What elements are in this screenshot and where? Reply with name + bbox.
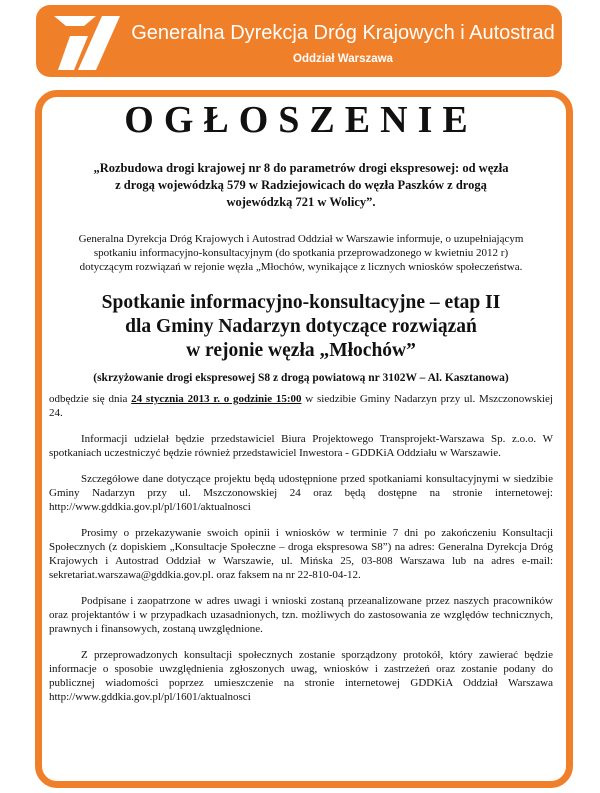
announcement-content xyxy=(49,96,553,704)
gddkia-logo-icon xyxy=(52,12,124,72)
branch-name: Oddział Warszawa xyxy=(293,53,393,65)
intro-line: Generalna Dyrekcja Dróg Krajowych i Autostrad Oddział w Warszawie informuje, o uzupełniającym xyxy=(78,233,524,245)
road-note: (skrzyżowanie drogi ekspresowej S8 z drogą powiatową nr 3102W – Al. Kasztanowa) xyxy=(93,372,509,384)
meeting-headline xyxy=(49,291,553,363)
headline-line: dla Gminy Nadarzyn dotyczące rozwiązań xyxy=(125,316,477,337)
intro-line: spotkaniu informacyjno-konsultacyjnym (do spotkania przeprowadzonego w kwietniu 2012 r) xyxy=(93,247,509,259)
subject-line: z drogą wojewódzką 579 w Radziejowicach do węzła Paszków z drogą xyxy=(115,178,487,192)
announcement-title: OGŁOSZENIE xyxy=(124,99,478,141)
headline-line: w rejonie węzła „Młochów” xyxy=(186,340,416,361)
headline-line: Spotkanie informacyjno-konsultacyjne – etap II xyxy=(101,292,501,313)
info-paragraph: Informacji udzielał będzie przedstawiciel Biura Projektowego Transprojekt-Warszawa Sp. z.o.o. W spotkaniach uczestniczyć będzie również przedstawiciel Inwestora - GDDKiA Oddziału w Warszawie. xyxy=(49,433,553,459)
meeting-date: 24 stycznia 2013 r. o godzinie 15:00 xyxy=(131,393,302,405)
organization-name: Generalna Dyrekcja Dróg Krajowych i Autostrad xyxy=(131,22,555,44)
details-paragraph: Szczegółowe dane dotyczące projektu będą udostępnione przed spotkaniami konsultacyjnymi w siedzibie Gminy Nadarzyn przy ul. Mszczonowskiej 24 oraz będą dostępne na stronie internetowej: http://www.gddkia.gov.pl/pl/1601/aktualnosci xyxy=(49,473,553,513)
subject-line: wojewódzką 721 w Wolicy”. xyxy=(226,195,376,209)
intro-line: dotyczącym rozwiązań w rejonie węzła „Młochów, wynikające z licznych wniosków społeczeństwa. xyxy=(79,261,523,273)
intro-text xyxy=(49,232,553,274)
opinions-paragraph: Prosimy o przekazywanie swoich opinii i wniosków w terminie 7 dni po zakończeniu Konsultacji Społecznych (z dopiskiem „Konsultacje Społeczne – droga ekspresowa S8”) na adres: Generalna Dyrekcja Dróg Krajowych i Autostrad Oddział w Warszawie, ul. Mińska 25, 03-808 Warszawa lub na adres e-mail: sekretariat.warszawa@gddkia.gov.pl. oraz faksem na nr 22-810-04-12. xyxy=(49,527,553,581)
analysis-paragraph: Podpisane i zaopatrzone w adres uwagi i wnioski zostaną przeanalizowane przez naszych pracowników oraz projektantów i w przypadkach uzasadnionych, tzn. możliwych do zastosowania ze względów technicznych, prawnych i finansowych, zostaną uwzględnione. xyxy=(49,595,553,635)
meeting-paragraph xyxy=(49,392,553,420)
header-banner xyxy=(36,5,562,77)
subject-line: „Rozbudowa drogi krajowej nr 8 do parametrów drogi ekspresowej: od węzła xyxy=(93,161,509,175)
project-subject xyxy=(49,160,553,211)
protocol-paragraph: Z przeprowadzonych konsultacji społecznych zostanie sporządzony protokół, który zawierać będzie informacje o sposobie uwzględnienia zgłoszonych uwag, wniosków i zastrzeżeń oraz zostanie podany do publicznej wiadomości poprzez umieszczenie na stronie internetowej GDDKiA Oddział Warszawa http://www.gddkia.gov.pl/pl/1601/aktualnosci xyxy=(49,649,553,703)
meeting-pre: odbędzie się dnia xyxy=(49,393,132,405)
meeting-post: w siedzibie Gminy Nadarzyn przy ul. Mszczonowskiej 24. xyxy=(49,393,553,419)
